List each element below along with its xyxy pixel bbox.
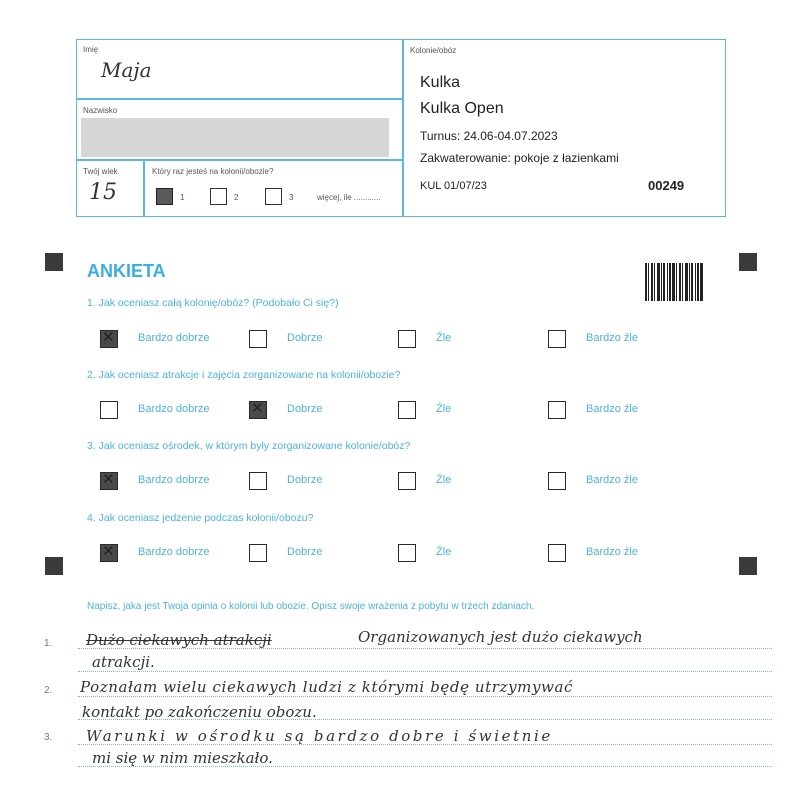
- registration-marker: [739, 557, 757, 575]
- q4-bad-label: Źle: [436, 546, 452, 558]
- q2-very-bad-checkbox[interactable]: [548, 401, 566, 419]
- times-option-2-checkbox[interactable]: [210, 188, 227, 205]
- opinion-line-3b: mi się w nim mieszkało.: [92, 749, 273, 767]
- q3-bad-label: Źle: [436, 474, 452, 486]
- times-option-3-label: 3: [289, 193, 294, 202]
- first-name-value[interactable]: Maja: [101, 58, 152, 82]
- q2-good-checkbox[interactable]: [249, 401, 267, 419]
- opinion-number-3: 3.: [44, 732, 53, 743]
- times-option-2-label: 2: [234, 193, 239, 202]
- q1-bad-checkbox[interactable]: [398, 330, 416, 348]
- camp-label: Kolonie/obóz: [410, 46, 457, 55]
- q1-good-label: Dobrze: [287, 332, 323, 344]
- opinion-prompt: Napisz, jaka jest Twoja opinia o kolonii lub obozie. Opisz swoje wrażenia z pobytu w trzech zdaniach.: [87, 601, 535, 612]
- camp-name: Kulka: [420, 74, 461, 91]
- opinion-number-1: 1.: [44, 638, 53, 649]
- q2-very-good-checkbox[interactable]: [100, 401, 118, 419]
- q4-very-good-checkbox[interactable]: [100, 544, 118, 562]
- question-4: 4. Jak oceniasz jedzenie podczas kolonii/obozu?: [87, 512, 314, 524]
- last-name-redacted: [81, 118, 389, 157]
- q4-bad-checkbox[interactable]: [398, 544, 416, 562]
- q2-good-label: Dobrze: [287, 403, 323, 415]
- q4-very-bad-label: Bardzo źle: [586, 546, 638, 558]
- survey-title: ANKIETA: [87, 261, 166, 281]
- q4-very-bad-checkbox[interactable]: [548, 544, 566, 562]
- q3-very-bad-checkbox[interactable]: [548, 472, 566, 490]
- q3-very-bad-label: Bardzo źle: [586, 474, 638, 486]
- opinion-line-1a: Organizowanych jest dużo ciekawych: [358, 628, 643, 646]
- first-name-label: Imię: [83, 45, 99, 54]
- age-label: Twój wiek: [83, 167, 118, 176]
- q2-bad-label: Źle: [436, 403, 452, 415]
- q3-very-good-checkbox[interactable]: [100, 472, 118, 490]
- q1-very-bad-checkbox[interactable]: [548, 330, 566, 348]
- times-at-camp-label: Który raz jesteś na kolonii/obozie?: [152, 167, 274, 176]
- opinion-struck-text: Dużo ciekawych atrakcji: [86, 631, 272, 649]
- form-number: 00249: [648, 178, 685, 193]
- q1-very-good-checkbox[interactable]: [100, 330, 118, 348]
- opinion-line-2b: kontakt po zakończeniu obozu.: [82, 703, 317, 721]
- camp-turnus: Turnus: 24.06-04.07.2023: [420, 129, 558, 143]
- q1-good-checkbox[interactable]: [249, 330, 267, 348]
- answer-line: [78, 671, 772, 672]
- question-1: 1. Jak oceniasz całą kolonię/obóz? (Podobało Ci się?): [87, 297, 339, 309]
- age-value[interactable]: 15: [89, 180, 117, 205]
- q2-very-bad-label: Bardzo źle: [586, 403, 638, 415]
- q1-bad-label: Źle: [436, 332, 452, 344]
- times-option-1-checkbox[interactable]: [156, 188, 173, 205]
- q3-very-good-label: Bardzo dobrze: [138, 474, 210, 486]
- opinion-line-1b: atrakcji.: [92, 653, 155, 671]
- registration-marker: [739, 253, 757, 271]
- q4-good-checkbox[interactable]: [249, 544, 267, 562]
- opinion-line-3a: Warunki w ośrodku są bardzo dobre i świetnie: [86, 727, 553, 745]
- times-option-1-label: 1: [180, 193, 185, 202]
- barcode-image: [645, 263, 703, 301]
- registration-marker: [45, 557, 63, 575]
- camper-info-box: [76, 39, 726, 217]
- answer-line: [78, 696, 772, 697]
- q2-very-good-label: Bardzo dobrze: [138, 403, 210, 415]
- q1-very-good-label: Bardzo dobrze: [138, 332, 210, 344]
- camp-program: Kulka Open: [420, 100, 504, 117]
- question-3: 3. Jak oceniasz ośrodek, w którym były zorganizowane kolonie/obóz?: [87, 440, 411, 452]
- q4-very-good-label: Bardzo dobrze: [138, 546, 210, 558]
- times-more-label: więcej, ile ............: [317, 193, 381, 202]
- q2-bad-checkbox[interactable]: [398, 401, 416, 419]
- last-name-label: Nazwisko: [83, 106, 118, 115]
- registration-marker: [45, 253, 63, 271]
- q3-good-checkbox[interactable]: [249, 472, 267, 490]
- q4-good-label: Dobrze: [287, 546, 323, 558]
- q3-bad-checkbox[interactable]: [398, 472, 416, 490]
- q3-good-label: Dobrze: [287, 474, 323, 486]
- question-2: 2. Jak oceniasz atrakcje i zajęcia zorganizowane na kolonii/obozie?: [87, 369, 401, 381]
- opinion-number-2: 2.: [44, 685, 53, 696]
- camp-code: KUL 01/07/23: [420, 180, 487, 192]
- q1-very-bad-label: Bardzo źle: [586, 332, 638, 344]
- opinion-line-2a: Poznałam wielu ciekawych ludzi z którymi będę utrzymywać: [80, 678, 574, 696]
- camp-accommodation: Zakwaterowanie: pokoje z łazienkami: [420, 151, 619, 165]
- times-option-3-checkbox[interactable]: [265, 188, 282, 205]
